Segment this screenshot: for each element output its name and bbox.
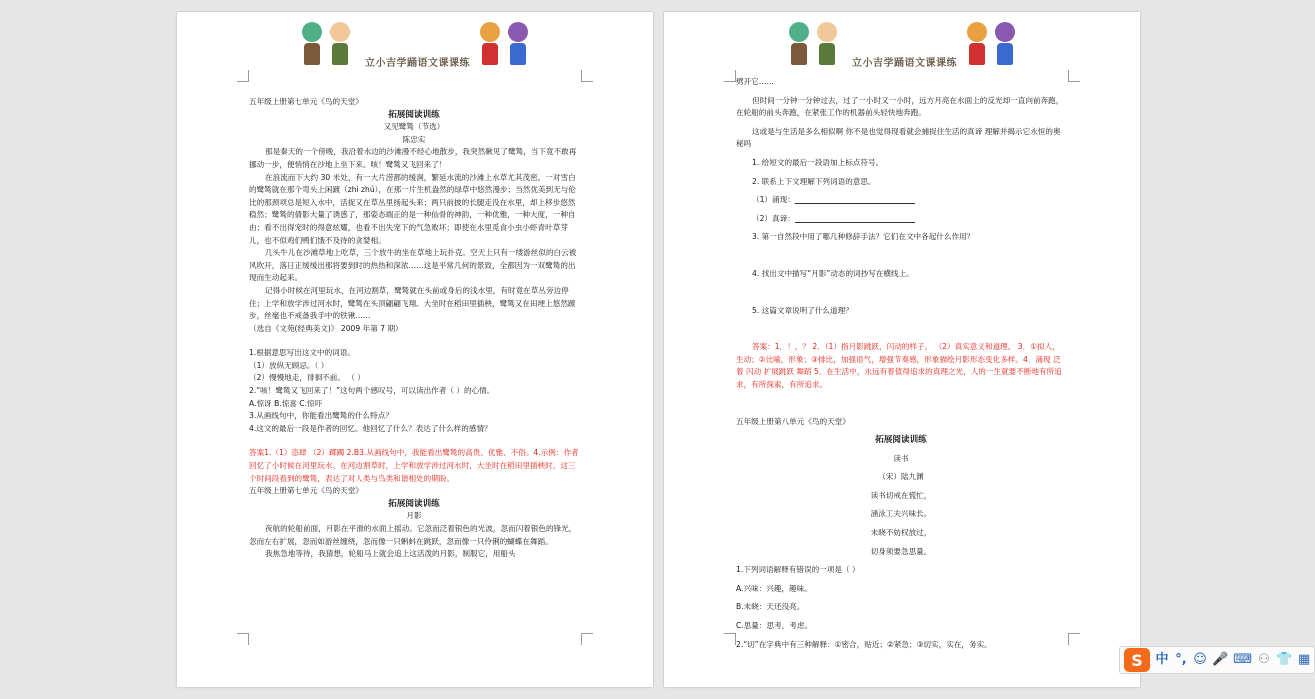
spacer — [736, 256, 1066, 268]
text-line-content: 1. 给短文的最后一段语加上标点符号。 — [752, 157, 884, 167]
text-line — [249, 347, 579, 360]
text-line — [249, 385, 579, 398]
text-line-content: （1）涌现： — [752, 195, 795, 205]
text-line-content: A.惊讶 B.惊喜 C.惊吓 — [249, 398, 323, 408]
text-line-content: 这或是与生活是多么相似啊 你不是也觉得现看就会捕捉住生活的真谛 理解并揭示它永恒的奥秘吗 — [736, 126, 1061, 149]
cartoon-kid-icon — [477, 22, 503, 68]
ime-chinese-mode[interactable]: 中 — [1155, 652, 1169, 667]
text-line-content: 4. 找出文中描写“月影”动态的词抄写在横线上。 — [752, 268, 914, 278]
text-line — [736, 601, 1066, 614]
text-line — [736, 126, 1066, 151]
text-line-content: 拓展阅读训练 — [388, 498, 440, 509]
text-line-content: 拓展阅读训练 — [388, 109, 440, 120]
answer-blank — [795, 215, 915, 223]
sogou-logo-icon[interactable]: S — [1124, 648, 1150, 672]
header-title: 立小吉学踊语文课课练 — [852, 58, 957, 69]
cartoon-boy-icon — [327, 22, 353, 68]
text-line — [249, 134, 579, 147]
page-header-banner — [287, 18, 547, 72]
ime-user-icon[interactable]: ⚇ — [1258, 652, 1270, 667]
text-line-content: 陈忠实 — [402, 134, 426, 144]
spacer — [736, 329, 1066, 341]
text-line — [736, 341, 1066, 391]
text-line — [249, 146, 579, 171]
text-line-content: B.未晓：天还没亮。 — [736, 602, 805, 612]
page-corner-mark — [1068, 70, 1080, 82]
text-line — [736, 639, 1066, 652]
text-line — [736, 453, 1066, 466]
text-line-content: 答案：1．！，？ 2．（1）指月影跳跃、闪动的样子。 （2）真实意义和道理。 3．①拟人，生动；②比喻，形象；③排比，加强语气，增强节奏感，形象描绘月影形态变化多样。4．涌现 泛着 闪动 扩展跳跃 舞蹈 5．在生活中，永远有着值得追求的真理之光，人的一生就要不断地有所追求，有所探索，有所追求。 — [736, 342, 1062, 389]
text-line-content: 又见鹭鸶（节选） — [383, 122, 445, 132]
cartoon-girl-icon — [786, 22, 812, 68]
text-line — [736, 508, 1066, 521]
page-corner-mark — [724, 633, 736, 645]
text-line-content: 但时间一分钟一分钟过去，过了一小时又一小时，远方月亮在水面上的反光却一直向前奔跑，在轮船的前头奔跑，在紧张工作的机器前头轻快地奔跑。 — [736, 95, 1064, 118]
page-text-right — [736, 76, 1066, 651]
text-line — [249, 510, 579, 523]
text-line-content: 未晓不妨权放过， — [870, 528, 932, 538]
cartoon-girl-icon — [299, 22, 325, 68]
spacer — [736, 244, 1066, 256]
text-line-content: （1）放纵无顾忌。（ ） — [249, 360, 329, 370]
text-line — [736, 527, 1066, 540]
text-line — [736, 416, 1066, 429]
text-line-content: 5. 这篇文章说明了什么道理？ — [752, 305, 853, 315]
text-line-content: 五年级上册第七单元《鸟的天堂》 — [249, 97, 363, 106]
text-line — [249, 247, 579, 285]
text-line-content: 2. 联系上下文理解下列词语的意思。 — [752, 176, 876, 186]
text-line — [249, 323, 579, 336]
page-corner-mark — [724, 70, 736, 82]
text-line — [736, 157, 1066, 170]
page-text-left — [249, 96, 579, 561]
text-line-content: A.兴味：兴趣，趣味。 — [736, 583, 812, 593]
text-line-content: 五年级上册第七单元《鸟的天堂》 — [249, 486, 363, 496]
text-line-content: 那是秦天的一个傍晚，我沿着水边的沙滩漫不经心地散步，我突然瞅见了鹭鸶，当下竟不敢再挪动一步，便悄悄在沙地上坐下来。咳！鹭鸶又飞回来了！ — [249, 147, 577, 169]
text-line — [249, 121, 579, 134]
answer-blank — [795, 196, 915, 204]
text-line — [249, 172, 579, 248]
text-line — [736, 305, 1066, 318]
text-line-content: 涵泳工夫兴味长。 — [870, 509, 932, 519]
text-line — [736, 268, 1066, 281]
page-corner-mark — [237, 633, 249, 645]
cartoon-kid-icon — [992, 22, 1018, 68]
ime-emoji-icon[interactable]: ☺ — [1193, 652, 1207, 667]
text-line-content: 几头牛儿在沙滩草地上吃草，三个放牛的坐在草地上玩扑克。空天上只有一缕游丝似的白云被风吹开，落日正缓缓出那将要到时的热热和深浓……这是平常几何的景致，全都因为一双鹭鸶的出现而生动起来。 — [249, 248, 577, 283]
text-line-content: 劈开它…… — [736, 77, 774, 86]
text-line — [249, 285, 579, 323]
spacer — [736, 281, 1066, 293]
text-line-content: 读书切戒在慌忙， — [870, 490, 932, 500]
text-line-content: （2）慢慢地走，徘徊不前。 （ ） — [249, 373, 365, 383]
spacer — [249, 335, 579, 347]
page-header-banner — [774, 18, 1034, 72]
text-line — [249, 360, 579, 373]
text-line — [249, 423, 579, 436]
text-line — [736, 490, 1066, 503]
text-line-content: 在浪流而下大约 30 米处，有一大片涝都的缓涧，繁延水流的沙滩上水草尤其茂密。一对雪白的鹭鸶就在那个弯头上闲踱（zhì zhú），在那一片生机盎然的绿草中悠然漫步；当然优美到无与伦比的那颈项总是短入水中，活捉又在草丛里扬起头来；两只前披的长腿走没在水里，却上移步悠然稳然；鹭鸶的倩影大量了诱惑了，那姿态端正的是一种仙骨的神韵，一种优雅，一种大度，一种自由；看不出得宠时的得意炫耀，也看不出失宠下的气急败坏；即使在水里觅食小虫小虾青叶草芽儿，也不似鸡们鸭们饿不及待的贪婪相。 — [249, 172, 576, 245]
text-line-content: 五年级上册第八单元《鸟的天堂》 — [736, 416, 850, 426]
page-corner-mark — [581, 633, 593, 645]
spacer — [736, 293, 1066, 305]
text-line-content: 读书 — [893, 453, 909, 463]
text-line-content: 切身须要急思量。 — [870, 546, 932, 556]
header-title: 立小吉学踊语文课课练 — [365, 58, 470, 69]
text-line-content: 1.根据意思写出这文中的词语。 — [249, 348, 355, 358]
text-line-content: （宋）陆九渊 — [878, 472, 924, 482]
text-line — [736, 434, 1066, 447]
text-line-content: （2）真谛： — [752, 213, 795, 223]
page-corner-mark — [237, 70, 249, 82]
text-line — [736, 546, 1066, 559]
text-line-content: 月影 — [406, 511, 422, 521]
page-corner-mark — [581, 70, 593, 82]
text-line — [249, 447, 579, 485]
text-line — [249, 485, 579, 498]
text-line-content: 拓展阅读训练 — [875, 435, 927, 446]
text-line-content: 答案1.（1）恣肆 （2）踯躅 2.B3.从画线句中，我能看出鹭鸶的高贵、优雅、不俗。4.示例：作者回忆了小时候在河里玩水、在河边割草时，上学和放学涉过河水时，大坐时在稻田里插秧时，这三个时间段看到的鹭鸶，表达了对人类与鸟类和谐相处的期盼。 — [249, 448, 579, 483]
text-line — [249, 523, 579, 548]
text-line — [249, 96, 579, 109]
text-line — [249, 372, 579, 385]
cartoon-kid-icon — [964, 22, 990, 68]
text-line-content: 3.从画线句中，你能看出鹭鸶的什么特点？ — [249, 411, 393, 421]
cartoon-kid-icon — [505, 22, 531, 68]
text-line-content: 3. 第一自然段中用了哪几种修辞手法？它们在文中各起什么作用？ — [752, 232, 975, 242]
ime-toolbox-icon[interactable]: ▦ — [1297, 652, 1311, 667]
text-line-content: 2.“切”在字典中有三种解释：①密合，贴近；②紧急；③切实，实在，务实。 — [736, 639, 992, 649]
ime-skin-icon[interactable]: 👕 — [1275, 652, 1293, 667]
text-line — [736, 176, 1066, 189]
text-line — [249, 548, 579, 561]
text-line — [736, 620, 1066, 633]
page-corner-mark — [1068, 633, 1080, 645]
text-line — [249, 109, 579, 122]
text-line — [249, 410, 579, 423]
text-line-content: 记得小时候在河里玩水，在河边割草，鹭鸶就在头前或身后的浅水里，有时竟在草丛旁边停住；上学和放学涉过河水时，鹭鸶在头顶翩翩飞翔。大坐时在稻田里插秧，鹭鸶又在田埂上悠然踱步，丝毫也不戒备我手中的铁锹…… — [249, 285, 576, 321]
document-page-left — [177, 12, 653, 687]
text-line — [736, 231, 1066, 244]
text-line-content: （选自《文苑(经典美文)》 2009 年第 7 期） — [249, 323, 403, 333]
text-line — [249, 498, 579, 511]
text-line — [736, 213, 1066, 226]
text-line-content: 2.“咳！鹭鸶又飞回来了！”这句两个感叹号，可以读出作者（ ）的心情。 — [249, 386, 495, 396]
document-page-right — [664, 12, 1140, 687]
text-line — [736, 471, 1066, 484]
text-line — [736, 583, 1066, 596]
text-line-content: C.思量：思考，考虑。 — [736, 621, 813, 631]
ime-toolbar[interactable] — [1119, 646, 1315, 674]
cartoon-boy-icon — [814, 22, 840, 68]
spacer — [736, 392, 1066, 404]
text-line — [736, 564, 1066, 577]
text-line — [249, 398, 579, 411]
spacer — [736, 317, 1066, 329]
spacer — [249, 435, 579, 447]
ime-keyboard-icon[interactable]: ⌨ — [1233, 652, 1252, 667]
text-line — [736, 194, 1066, 207]
text-line — [736, 95, 1066, 120]
text-line-content: 我焦急地等待，我猜想，轮船马上就会追上这活泼的月影，制服它，用船头 — [265, 549, 516, 559]
text-line-content: 1.下列词语解释有错误的一项是（ ） — [736, 565, 860, 575]
text-line-content: 夜航的轮船前面，月影在平滑的水面上摇动。它忽而泛着银色的光波，忽而闪着银色的锋光，忽而左右扩展，忽而如游丝缠绕，忽而像一只蝌蚪在跳跃，忽而像一只伶俐的蝴蝶在舞蹈。 — [249, 524, 577, 546]
text-line-content: 4.这文的最后一段是作者的回忆。他回忆了什么？表达了什么样的感情？ — [249, 423, 492, 433]
text-line — [736, 76, 1066, 89]
spacer — [736, 404, 1066, 416]
ime-voice-icon[interactable]: 🎤 — [1212, 652, 1229, 667]
ime-punctuation[interactable]: °, — [1175, 652, 1187, 667]
